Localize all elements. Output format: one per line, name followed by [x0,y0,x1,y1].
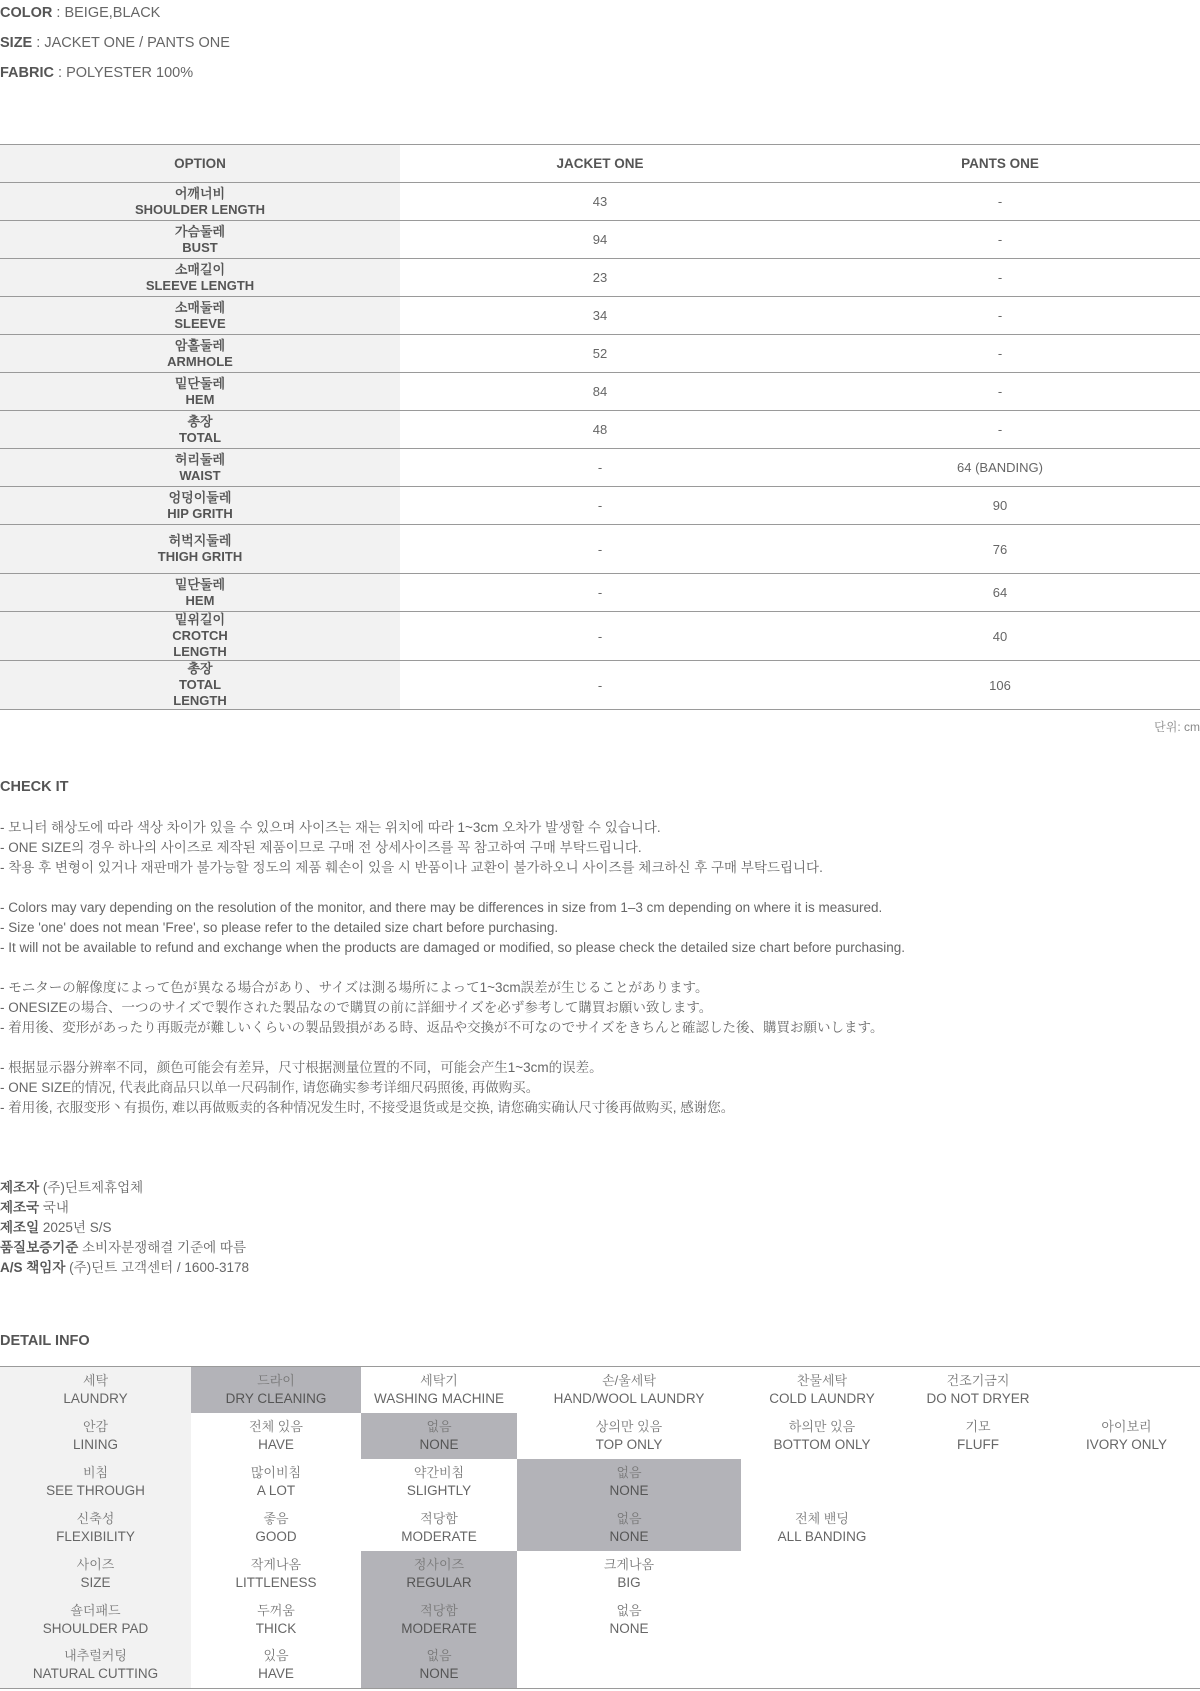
detail-en: FLEXIBILITY [56,1528,135,1544]
detail-en: SIZE [80,1574,111,1590]
detail-en: NONE [609,1528,649,1544]
option-en: SLEEVE [174,315,226,331]
note-line: - Size 'one' does not mean 'Free', so please refer to the detailed size chart before purchasing. [0,920,559,935]
detail-row [0,1643,1200,1689]
spec-size-value: : JACKET ONE / PANTS ONE [32,35,230,51]
note-line: - ONE SIZE的情况, 代表此商品只以单一尺码制作, 请您确实参考详细尺码照後, 再做购买。 [0,1080,540,1095]
table-row [0,574,1200,612]
pants-value: 64 [800,574,1200,612]
detail-en: MODERATE [401,1620,477,1636]
detail-ko: 전체 밴딩 [795,1510,849,1526]
detail-option [517,1551,741,1597]
detail-option-selected [361,1413,517,1459]
jacket-value: 48 [400,411,800,449]
detail-ko: 하의만 있음 [788,1418,856,1434]
option-en: TOTAL [178,429,222,445]
detail-ko: 없음 [616,1602,642,1618]
pants-value: 64 (BANDING) [800,449,1200,487]
detail-ko: 작게나옴 [250,1556,302,1572]
option-cell [0,183,400,221]
note-line: - 착용 후 변형이 있거나 재판매가 불가능할 정도의 제품 훼손이 있을 시 반품이나 교환이 불가하오니 사이즈를 체크하신 후 구매 부탁드립니다. [0,860,823,875]
detail-option [191,1643,361,1689]
jacket-value: 84 [400,373,800,411]
option-ko: 밑위길이 [174,612,226,627]
option-en: BUST [182,239,218,255]
table-row [0,221,1200,259]
detail-option [741,1413,903,1459]
table-row [0,259,1200,297]
check-it-title: CHECK IT [0,779,69,795]
option-ko: 어깨너비 [174,185,226,201]
maker-country-value: 국내 [39,1200,69,1215]
detail-en: HAVE [258,1436,294,1452]
option-en: SLEEVE LENGTH [145,277,255,293]
detail-option [361,1505,517,1551]
detail-en: HAVE [258,1666,294,1682]
detail-option [741,1367,903,1413]
detail-option [741,1643,903,1689]
option-en: HIP GRITH [167,505,233,521]
jacket-value: 94 [400,221,800,259]
detail-category [0,1551,191,1597]
detail-ko: 없음 [426,1418,452,1434]
detail-en: NONE [419,1666,459,1682]
header-jacket: JACKET ONE [400,145,800,183]
detail-option [1053,1413,1200,1459]
detail-ko: 사이즈 [76,1556,115,1572]
detail-option [1053,1505,1200,1551]
table-row [0,525,1200,574]
detail-category [0,1643,191,1689]
detail-ko: 없음 [426,1648,452,1664]
detail-option [1053,1367,1200,1413]
note-line: - モニターの解像度によって色が異なる場合があり、サイズは測る場所によって1~3cm誤差が生じることがあります。 [0,980,709,995]
option-cell [0,612,400,661]
detail-ko: 찬물세탁 [796,1372,848,1388]
option-ko: 소매둘레 [174,299,226,315]
detail-option-selected [361,1551,517,1597]
note-line: - 着用後、変形があったり再販売が難しいくらいの製品毀損がある時、返品や交換が不可なのでサイズをきちんと確認した後、購買お願いします。 [0,1020,884,1035]
note-line: - 根据显示器分辨率不同，颜色可能会有差异，尺寸根据测量位置的不同，可能会产生1~3cm的误差。 [0,1060,603,1075]
detail-en: BOTTOM ONLY [773,1436,871,1452]
detail-ko: 없음 [616,1464,642,1480]
maker-as-label: A/S 책임자 [0,1260,66,1275]
option-en: CROTCH LENGTH [172,628,228,659]
pants-value: - [800,411,1200,449]
option-ko: 총장 [187,661,213,676]
spec-fabric-label: FABRIC [0,65,54,81]
detail-ko: 내추럴커팅 [64,1648,127,1664]
jacket-value: 43 [400,183,800,221]
option-cell [0,411,400,449]
detail-category [0,1367,191,1413]
detail-option-selected [517,1505,741,1551]
detail-category [0,1413,191,1459]
detail-option [903,1597,1053,1643]
spec-fabric [0,65,193,81]
note-group [0,1058,1200,1118]
option-ko: 가슴둘레 [174,223,226,239]
size-table-header-row [0,145,1200,183]
option-cell [0,335,400,373]
detail-option [903,1459,1053,1505]
jacket-value: - [597,677,603,693]
maker-manufacturer-label: 제조자 [0,1180,40,1195]
detail-ko: 좋음 [263,1510,289,1526]
detail-option-selected [361,1643,517,1689]
maker-as-value: (주)딘트 고객센터 / 1600-3178 [65,1260,249,1275]
pants-value: - [800,183,1200,221]
detail-ko: 적당함 [420,1602,458,1618]
detail-row [0,1551,1200,1597]
note-line: - 着用後, 衣服变形丶有损伤, 难以再做贩卖的各种情况发生时, 不接受退货或是交换, 请您确实确认尺寸後再做购买, 感谢您。 [0,1100,735,1115]
option-ko: 소매길이 [174,261,226,277]
option-en: HEM [185,592,215,608]
table-row [0,449,1200,487]
detail-ko: 세탁기 [420,1372,458,1388]
detail-en: NONE [609,1620,649,1636]
pants-value: 76 [800,525,1200,574]
detail-en: BIG [617,1574,641,1590]
option-en: SHOULDER LENGTH [135,201,265,217]
detail-en: SLIGHTLY [406,1482,472,1498]
detail-option [1053,1551,1200,1597]
detail-option [191,1505,361,1551]
jacket-value: 34 [400,297,800,335]
option-cell [0,574,400,612]
note-line: - It will not be available to refund and exchange when the products are damaged or modified, so please check the detailed size chart before purchasing. [0,940,906,955]
detail-en: DRY CLEANING [225,1390,327,1406]
note-line: - ONE SIZE의 경우 하나의 사이즈로 제작된 제품이므로 구매 전 상세사이즈를 꼭 참고하여 구매 부탁드립니다. [0,840,642,855]
detail-option [1053,1597,1200,1643]
detail-en: LITTLENESS [235,1574,317,1590]
note-group [0,898,1200,958]
detail-en: MODERATE [401,1528,477,1544]
option-cell [0,661,400,710]
detail-row [0,1505,1200,1551]
note-line: - 모니터 해상도에 따라 색상 차이가 있을 수 있으며 사이즈는 재는 위치에 따라 1~3cm 오차가 발생할 수 있습니다. [0,820,661,835]
pants-value: 106 [989,677,1011,693]
detail-ko: 기모 [965,1418,991,1434]
detail-en: SEE THROUGH [46,1482,145,1498]
maker-country [0,1198,249,1218]
detail-category [0,1597,191,1643]
detail-ko: 아이보리 [1101,1418,1152,1434]
detail-row [0,1459,1200,1505]
detail-option [191,1597,361,1643]
maker-info [0,1178,249,1278]
detail-option [1053,1643,1200,1689]
detail-option [903,1505,1053,1551]
option-en: TOTAL LENGTH [173,677,227,708]
size-table [0,144,1200,710]
pants-value: 40 [800,612,1200,661]
pants-value: - [800,297,1200,335]
detail-en: HAND/WOOL LAUNDRY [553,1390,705,1406]
detail-en: ALL BANDING [777,1528,867,1544]
detail-option [191,1459,361,1505]
detail-option [361,1459,517,1505]
jacket-value: - [400,612,800,661]
detail-option [517,1597,741,1643]
option-ko: 허벅지둘레 [168,533,232,548]
spec-color [0,5,160,21]
detail-option [903,1367,1053,1413]
maker-quality-value: 소비자분쟁해결 기준에 따름 [78,1240,246,1255]
maker-country-label: 제조국 [0,1200,40,1215]
detail-ko: 상의만 있음 [595,1418,663,1434]
detail-row [0,1413,1200,1459]
option-en: THIGH GRITH [157,549,243,564]
note-group [0,818,1200,878]
detail-row [0,1597,1200,1643]
detail-category [0,1505,191,1551]
detail-ko: 크게나옴 [603,1556,655,1572]
table-row [0,612,1200,661]
spec-size [0,35,230,51]
pants-value: - [800,373,1200,411]
detail-en: A LOT [256,1482,296,1498]
detail-en: NATURAL CUTTING [32,1666,159,1682]
detail-info-title: DETAIL INFO [0,1333,90,1349]
note-line: - Colors may vary depending on the resolution of the monitor, and there may be differences in size from 1–3 cm depending on where it is measured. [0,900,883,915]
maker-manufacturer [0,1178,249,1198]
option-ko: 엉덩이둘레 [168,489,232,505]
table-row [0,411,1200,449]
maker-as [0,1258,249,1278]
detail-en: NONE [419,1436,459,1452]
detail-option [191,1413,361,1459]
detail-option [1053,1459,1200,1505]
pants-value: - [800,335,1200,373]
table-row [0,297,1200,335]
jacket-value: 52 [400,335,800,373]
spec-color-value: : BEIGE,BLACK [52,5,161,21]
option-cell [0,297,400,335]
detail-option [741,1597,903,1643]
detail-option-selected [361,1597,517,1643]
detail-option-selected [517,1459,741,1505]
unit-note: 단위: cm [1154,720,1200,734]
option-en: HEM [185,391,215,407]
check-it-notes [0,818,1200,1138]
detail-ko: 적당함 [420,1510,458,1526]
option-en: ARMHOLE [167,353,233,369]
detail-option [361,1367,517,1413]
jacket-value: - [400,449,800,487]
detail-option [903,1643,1053,1689]
option-cell [0,373,400,411]
detail-ko: 있음 [263,1648,289,1664]
detail-ko: 드라이 [257,1372,295,1388]
spec-fabric-value: : POLYESTER 100% [53,65,194,81]
detail-option [191,1551,361,1597]
table-row [0,487,1200,525]
maker-date [0,1218,249,1238]
detail-en: NONE [609,1482,649,1498]
detail-ko: 없음 [616,1510,642,1526]
detail-option [517,1367,741,1413]
detail-ko: 많이비침 [250,1464,302,1480]
detail-option [741,1459,903,1505]
detail-option [741,1505,903,1551]
table-row [0,373,1200,411]
option-ko: 총장 [187,413,213,429]
jacket-value: 23 [400,259,800,297]
table-row [0,335,1200,373]
spec-color-label: COLOR [0,5,53,21]
detail-en: FLUFF [957,1436,999,1452]
table-row [0,661,1200,710]
detail-option [741,1551,903,1597]
detail-en: GOOD [255,1528,297,1544]
detail-ko: 약간비침 [413,1464,465,1480]
detail-en: LAUNDRY [63,1390,128,1406]
detail-info-table [0,1366,1200,1689]
detail-ko: 전체 있음 [249,1418,303,1434]
detail-category [0,1459,191,1505]
option-cell [0,525,400,574]
detail-ko: 비침 [82,1464,109,1480]
detail-ko: 숄더패드 [70,1602,121,1618]
detail-option-selected [191,1367,361,1413]
maker-manufacturer-value: (주)딘트제휴업체 [39,1180,144,1195]
note-group [0,978,1200,1038]
detail-en: DO NOT DRYER [926,1390,1030,1406]
detail-ko: 신축성 [76,1510,115,1526]
detail-option [903,1413,1053,1459]
spec-size-label: SIZE [0,35,33,51]
pants-value: - [800,221,1200,259]
option-ko: 허리둘레 [174,451,226,467]
option-cell [0,221,400,259]
option-en: WAIST [179,467,221,483]
maker-date-label: 제조일 [0,1220,40,1235]
maker-quality [0,1238,249,1258]
pants-value: 90 [800,487,1200,525]
detail-en: LINING [72,1436,118,1452]
detail-en: WASHING MACHINE [373,1390,504,1406]
detail-ko: 세탁 [82,1372,109,1388]
detail-option [517,1413,741,1459]
detail-en: TOP ONLY [595,1436,663,1452]
option-ko: 암홀둘레 [174,337,226,353]
jacket-value: - [400,487,800,525]
header-option: OPTION [0,145,400,183]
note-line: - ONESIZEの場合、一つのサイズで製作された製品なので購買の前に詳細サイズを必ず参考して購買お願い致します。 [0,1000,713,1015]
detail-ko: 정사이즈 [413,1556,465,1572]
maker-quality-label: 품질보증기준 [0,1240,79,1255]
maker-date-value: 2025년 S/S [39,1220,112,1235]
detail-option [903,1551,1053,1597]
detail-ko: 손/울세탁 [602,1372,656,1388]
jacket-value: - [400,574,800,612]
option-cell [0,487,400,525]
detail-option [517,1643,741,1689]
detail-ko: 두꺼움 [257,1602,295,1618]
detail-en: SHOULDER PAD [42,1620,149,1636]
option-ko: 밑단둘레 [174,576,226,592]
pants-value: - [800,259,1200,297]
detail-ko: 건조기금지 [946,1372,1010,1388]
detail-row [0,1367,1200,1413]
detail-en: REGULAR [406,1574,472,1590]
header-pants: PANTS ONE [800,145,1200,183]
option-ko: 밑단둘레 [174,375,226,391]
detail-en: IVORY ONLY [1085,1436,1168,1452]
option-cell [0,259,400,297]
detail-en: THICK [255,1620,297,1636]
detail-ko: 안감 [82,1418,109,1434]
jacket-value: - [400,525,800,574]
detail-en: COLD LAUNDRY [769,1390,875,1406]
option-cell [0,449,400,487]
table-row [0,183,1200,221]
